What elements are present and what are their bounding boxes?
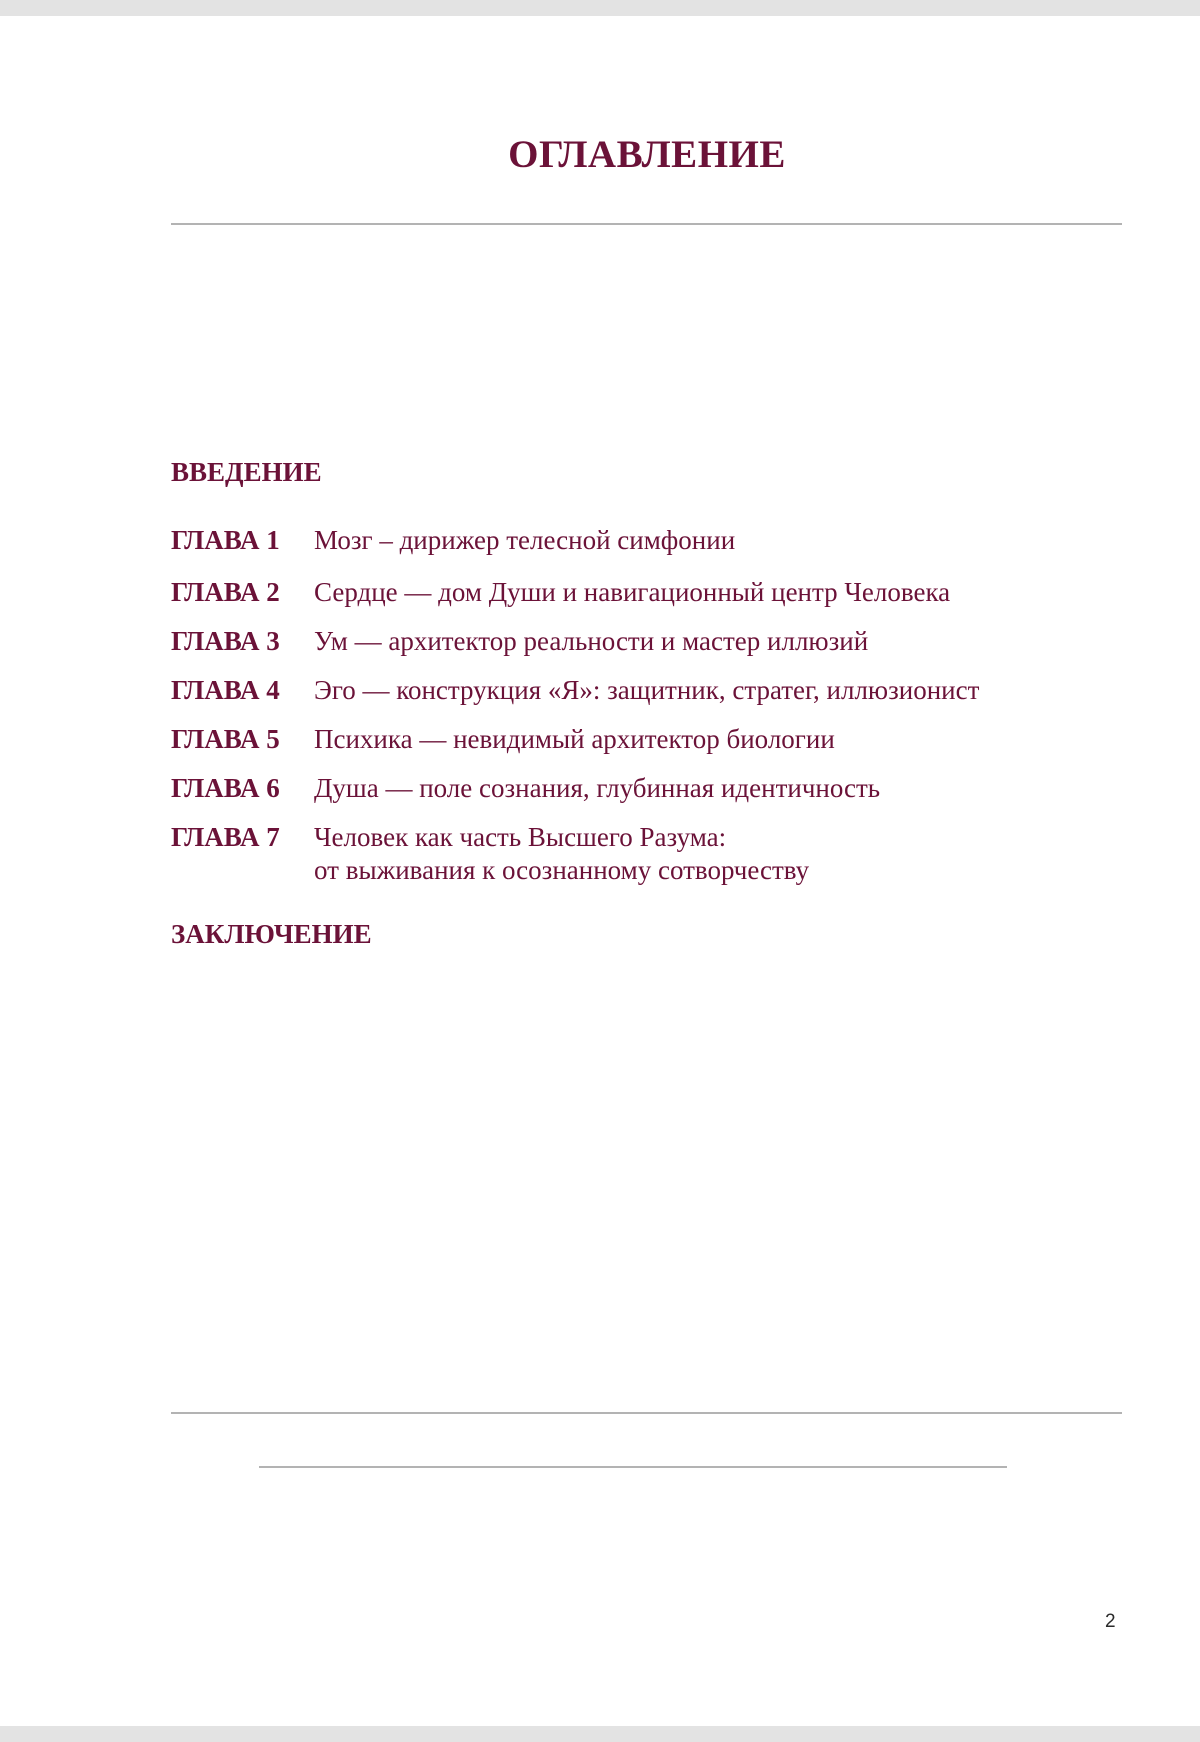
chapter-title (314, 576, 950, 609)
chapter-title-line: Психика — невидимый архитектор биологии (314, 724, 835, 754)
chapter-number: ГЛАВА 3 (171, 626, 280, 656)
chapter-title-line: от выживания к осознанному сотворчеству (314, 855, 810, 885)
document-page (0, 16, 1200, 1726)
toc-chapter-4[interactable] (171, 674, 979, 707)
chapter-number: ГЛАВА 4 (171, 675, 280, 705)
chapter-number: ГЛАВА 7 (171, 822, 280, 852)
chapter-title-line: Душа — поле сознания, глубинная идентичность (314, 773, 881, 803)
toc-chapter-3[interactable] (171, 625, 868, 658)
chapter-title-line: Человек как часть Высшего Разума: (314, 822, 727, 852)
chapter-number: ГЛАВА 2 (171, 577, 280, 607)
chapter-number: ГЛАВА 5 (171, 724, 280, 754)
toc-chapter-6[interactable] (171, 772, 880, 805)
chapter-title (314, 524, 735, 557)
chapter-title-line: Сердце — дом Души и навигационный центр Человека (314, 577, 951, 607)
toc-chapter-7[interactable] (171, 821, 809, 887)
page-number: 2 (1105, 1611, 1116, 1632)
chapter-number: ГЛАВА 6 (171, 773, 280, 803)
toc-intro[interactable]: ВВЕДЕНИЕ (171, 457, 322, 487)
page-title: ОГЛАВЛЕНИЕ (508, 133, 786, 176)
chapter-title-line: Мозг – дирижер телесной симфонии (314, 525, 736, 555)
chapter-number: ГЛАВА 1 (171, 525, 280, 555)
chapter-title (314, 821, 809, 887)
title-divider (171, 223, 1122, 225)
chapter-title (314, 674, 979, 707)
footer-divider-short (259, 1466, 1007, 1468)
toc-chapter-5[interactable] (171, 723, 835, 756)
chapter-title-line: Ум — архитектор реальности и мастер иллюзий (314, 626, 869, 656)
chapter-title (314, 625, 868, 658)
toc-chapter-1[interactable] (171, 524, 735, 557)
toc-chapter-2[interactable] (171, 576, 950, 609)
footer-divider (171, 1412, 1122, 1414)
chapter-title-line: Эго — конструкция «Я»: защитник, стратег, иллюзионист (314, 675, 980, 705)
chapter-title (314, 772, 880, 805)
toc-conclusion[interactable]: ЗАКЛЮЧЕНИЕ (171, 919, 372, 949)
chapter-title (314, 723, 835, 756)
